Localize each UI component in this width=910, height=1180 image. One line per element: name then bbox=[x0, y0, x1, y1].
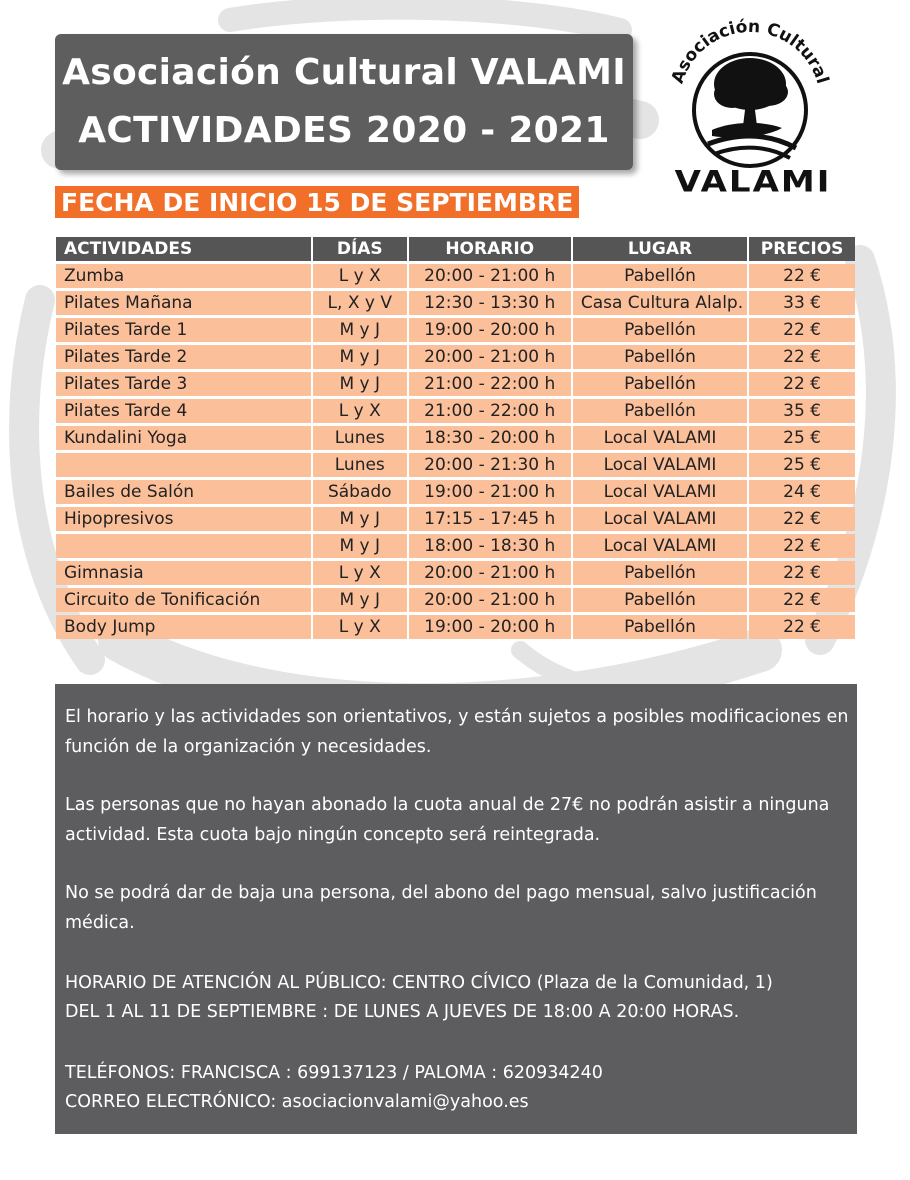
cell-horario: 21:00 - 22:00 h bbox=[409, 372, 571, 396]
cell-lugar: Local VALAMI bbox=[573, 480, 747, 504]
logo-word: VALAMI bbox=[674, 165, 832, 199]
cell-horario: 20:00 - 21:00 h bbox=[409, 264, 571, 288]
cell-lugar: Pabellón bbox=[573, 345, 747, 369]
cell-horario: 17:15 - 17:45 h bbox=[409, 507, 571, 531]
table-row bbox=[56, 399, 855, 423]
cell-precio: 24 € bbox=[749, 480, 855, 504]
cell-dias: M y J bbox=[313, 372, 407, 396]
title-activities: ACTIVIDADES 2020 - 2021 bbox=[78, 110, 610, 151]
table-row bbox=[56, 426, 855, 450]
cell-dias: Lunes bbox=[313, 426, 407, 450]
header-actividades: ACTIVIDADES bbox=[56, 237, 311, 261]
cell-actividad bbox=[56, 534, 311, 558]
cell-lugar: Pabellón bbox=[573, 588, 747, 612]
cell-dias: M y J bbox=[313, 507, 407, 531]
cell-precio: 22 € bbox=[749, 615, 855, 639]
start-date-banner: FECHA DE INICIO 15 DE SEPTIEMBRE bbox=[55, 186, 579, 218]
cell-precio: 22 € bbox=[749, 264, 855, 288]
cell-dias: M y J bbox=[313, 318, 407, 342]
cell-horario: 21:00 - 22:00 h bbox=[409, 399, 571, 423]
cell-horario: 19:00 - 20:00 h bbox=[409, 318, 571, 342]
cell-precio: 22 € bbox=[749, 372, 855, 396]
header-lugar: LUGAR bbox=[573, 237, 747, 261]
cell-actividad: Pilates Tarde 1 bbox=[56, 318, 311, 342]
header-dias: DÍAS bbox=[313, 237, 407, 261]
table-row bbox=[56, 453, 855, 477]
cell-horario: 20:00 - 21:00 h bbox=[409, 345, 571, 369]
table-row bbox=[56, 264, 855, 288]
table-row bbox=[56, 480, 855, 504]
info-hours-line2: DEL 1 AL 11 DE SEPTIEMBRE : DE LUNES A JUEVES DE 18:00 A 20:00 HORAS. bbox=[65, 1002, 740, 1022]
cell-precio: 22 € bbox=[749, 345, 855, 369]
cell-lugar: Pabellón bbox=[573, 561, 747, 585]
cell-precio: 35 € bbox=[749, 399, 855, 423]
cell-precio: 22 € bbox=[749, 318, 855, 342]
cell-dias: L y X bbox=[313, 561, 407, 585]
cell-horario: 18:30 - 20:00 h bbox=[409, 426, 571, 450]
cell-actividad: Pilates Tarde 2 bbox=[56, 345, 311, 369]
info-paragraph-cancel: No se podrá dar de baja una persona, del abono del pago mensual, salvo justificación médica. bbox=[65, 883, 817, 933]
table-row bbox=[56, 507, 855, 531]
cell-actividad: Hipopresivos bbox=[56, 507, 311, 531]
info-paragraph-schedule: El horario y las actividades son orientativos, y están sujetos a posibles modificaciones en función de la organización y necesidades. bbox=[65, 707, 849, 757]
cell-actividad: Gimnasia bbox=[56, 561, 311, 585]
cell-dias: L y X bbox=[313, 615, 407, 639]
cell-actividad bbox=[56, 453, 311, 477]
table-row bbox=[56, 588, 855, 612]
cell-lugar: Local VALAMI bbox=[573, 426, 747, 450]
header-precios: PRECIOS bbox=[749, 237, 855, 261]
table-row bbox=[56, 372, 855, 396]
table-row bbox=[56, 561, 855, 585]
cell-precio: 25 € bbox=[749, 453, 855, 477]
cell-dias: L y X bbox=[313, 399, 407, 423]
cell-actividad: Zumba bbox=[56, 264, 311, 288]
info-panel bbox=[55, 684, 857, 1134]
table-row bbox=[56, 291, 855, 315]
cell-lugar: Pabellón bbox=[573, 318, 747, 342]
info-email: CORREO ELECTRÓNICO: asociacionvalami@yahoo.es bbox=[65, 1092, 529, 1112]
info-phones: TELÉFONOS: FRANCISCA : 699137123 / PALOMA : 620934240 bbox=[65, 1063, 603, 1083]
cell-dias: M y J bbox=[313, 534, 407, 558]
header-horario: HORARIO bbox=[409, 237, 571, 261]
table-row bbox=[56, 615, 855, 639]
title-banner bbox=[55, 34, 633, 170]
cell-lugar: Pabellón bbox=[573, 372, 747, 396]
cell-actividad: Body Jump bbox=[56, 615, 311, 639]
cell-horario: 12:30 - 13:30 h bbox=[409, 291, 571, 315]
cell-precio: 22 € bbox=[749, 507, 855, 531]
cell-dias: Sábado bbox=[313, 480, 407, 504]
info-paragraph-fee: Las personas que no hayan abonado la cuota anual de 27€ no podrán asistir a ninguna actividad. Esta cuota bajo ningún concepto será reintegrada. bbox=[65, 795, 830, 845]
cell-lugar: Pabellón bbox=[573, 264, 747, 288]
cell-horario: 19:00 - 21:00 h bbox=[409, 480, 571, 504]
cell-dias: Lunes bbox=[313, 453, 407, 477]
cell-lugar: Pabellón bbox=[573, 399, 747, 423]
logo-arc-text: Asociación Cultural bbox=[667, 16, 833, 87]
cell-horario: 20:00 - 21:00 h bbox=[409, 561, 571, 585]
table-row bbox=[56, 345, 855, 369]
cell-precio: 22 € bbox=[749, 588, 855, 612]
cell-lugar: Pabellón bbox=[573, 615, 747, 639]
cell-lugar: Local VALAMI bbox=[573, 507, 747, 531]
activities-table bbox=[54, 234, 857, 642]
cell-horario: 18:00 - 18:30 h bbox=[409, 534, 571, 558]
cell-dias: L, X y V bbox=[313, 291, 407, 315]
cell-actividad: Bailes de Salón bbox=[56, 480, 311, 504]
cell-lugar: Casa Cultura Alalp. bbox=[573, 291, 747, 315]
cell-horario: 19:00 - 20:00 h bbox=[409, 615, 571, 639]
cell-dias: L y X bbox=[313, 264, 407, 288]
cell-actividad: Pilates Mañana bbox=[56, 291, 311, 315]
cell-precio: 22 € bbox=[749, 561, 855, 585]
cell-precio: 22 € bbox=[749, 534, 855, 558]
cell-precio: 25 € bbox=[749, 426, 855, 450]
cell-dias: M y J bbox=[313, 345, 407, 369]
cell-horario: 20:00 - 21:00 h bbox=[409, 588, 571, 612]
cell-actividad: Pilates Tarde 4 bbox=[56, 399, 311, 423]
table-row bbox=[56, 318, 855, 342]
cell-actividad: Pilates Tarde 3 bbox=[56, 372, 311, 396]
cell-precio: 33 € bbox=[749, 291, 855, 315]
cell-actividad: Kundalini Yoga bbox=[56, 426, 311, 450]
info-hours-line1: HORARIO DE ATENCIÓN AL PÚBLICO: CENTRO CÍVICO (Plaza de la Comunidad, 1) bbox=[65, 973, 773, 993]
table-row bbox=[56, 534, 855, 558]
table-header-row bbox=[56, 237, 855, 261]
cell-horario: 20:00 - 21:30 h bbox=[409, 453, 571, 477]
cell-actividad: Circuito de Tonificación bbox=[56, 588, 311, 612]
cell-lugar: Local VALAMI bbox=[573, 453, 747, 477]
cell-lugar: Local VALAMI bbox=[573, 534, 747, 558]
title-association: Asociación Cultural VALAMI bbox=[62, 52, 626, 93]
cell-dias: M y J bbox=[313, 588, 407, 612]
